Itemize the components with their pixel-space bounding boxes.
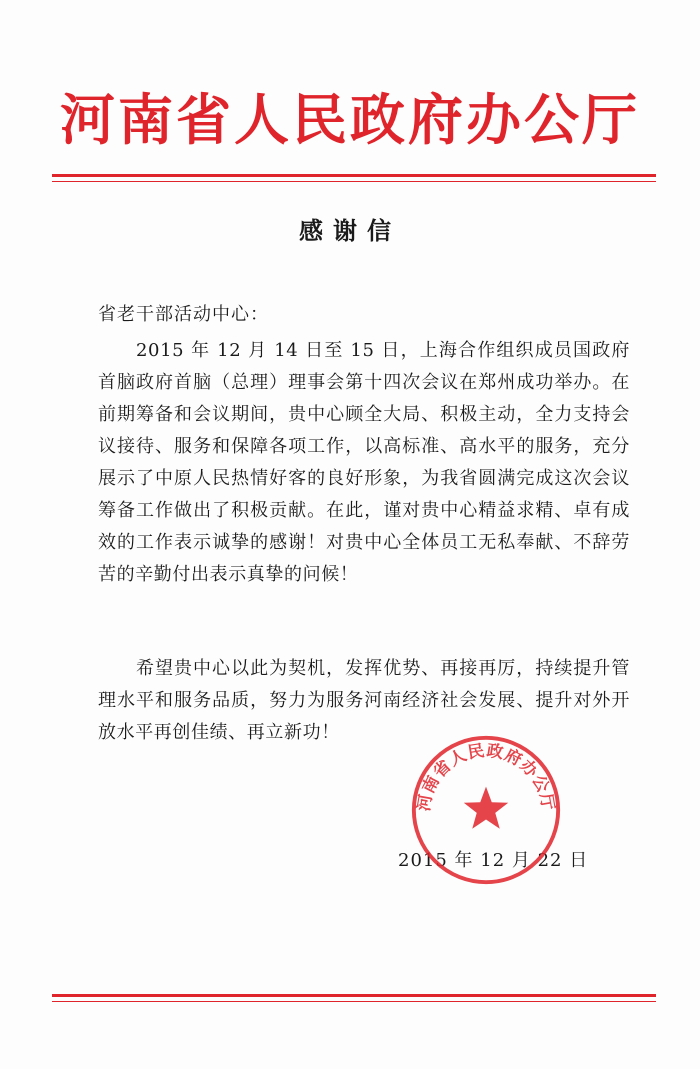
letter-date: 2015 年 12 月 22 日 (398, 850, 589, 871)
seal-text-path: 河南省人民政府办公厅 (414, 740, 558, 813)
salutation: 省老干部活动中心： (98, 304, 269, 325)
seal-star-icon (464, 787, 508, 829)
footer-rule-thin (52, 1001, 656, 1002)
body-paragraph-2: 希望贵中心以此为契机，发挥优势、再接再厉，持续提升管理水平和服务品质，努力为服务河南经济社会发展、提升对外开放水平再创佳绩、再立新功！ (98, 658, 630, 743)
official-seal (408, 732, 564, 888)
header-rule-thin (52, 181, 656, 182)
header-rule-thick (52, 174, 656, 177)
letterhead-title: 河南省人民政府办公厅 (59, 88, 640, 152)
body-paragraph-1: 2015 年 12 月 14 日至 15 日，上海合作组织成员国政府首脑政府首脑（总理）理事会第十四次会议在郑州成功举办。在前期筹备和会议期间，贵中心顾全大局、积极主动，全力支持会议接待、服务和保障各项工作，以高标准、高水平的服务，充分展示了中原人民热情好客的良好形象，为我省圆满完成这次会议筹备工作做出了积极贡献。在此，谨对贵中心精益求精、卓有成效的工作表示诚挚的感谢！对贵中心全体员工无私奉献、不辞劳苦的辛勤付出表示真挚的问候！ (98, 340, 630, 585)
footer-rule-thick (52, 994, 656, 997)
letter-title: 感谢信 (299, 217, 401, 245)
